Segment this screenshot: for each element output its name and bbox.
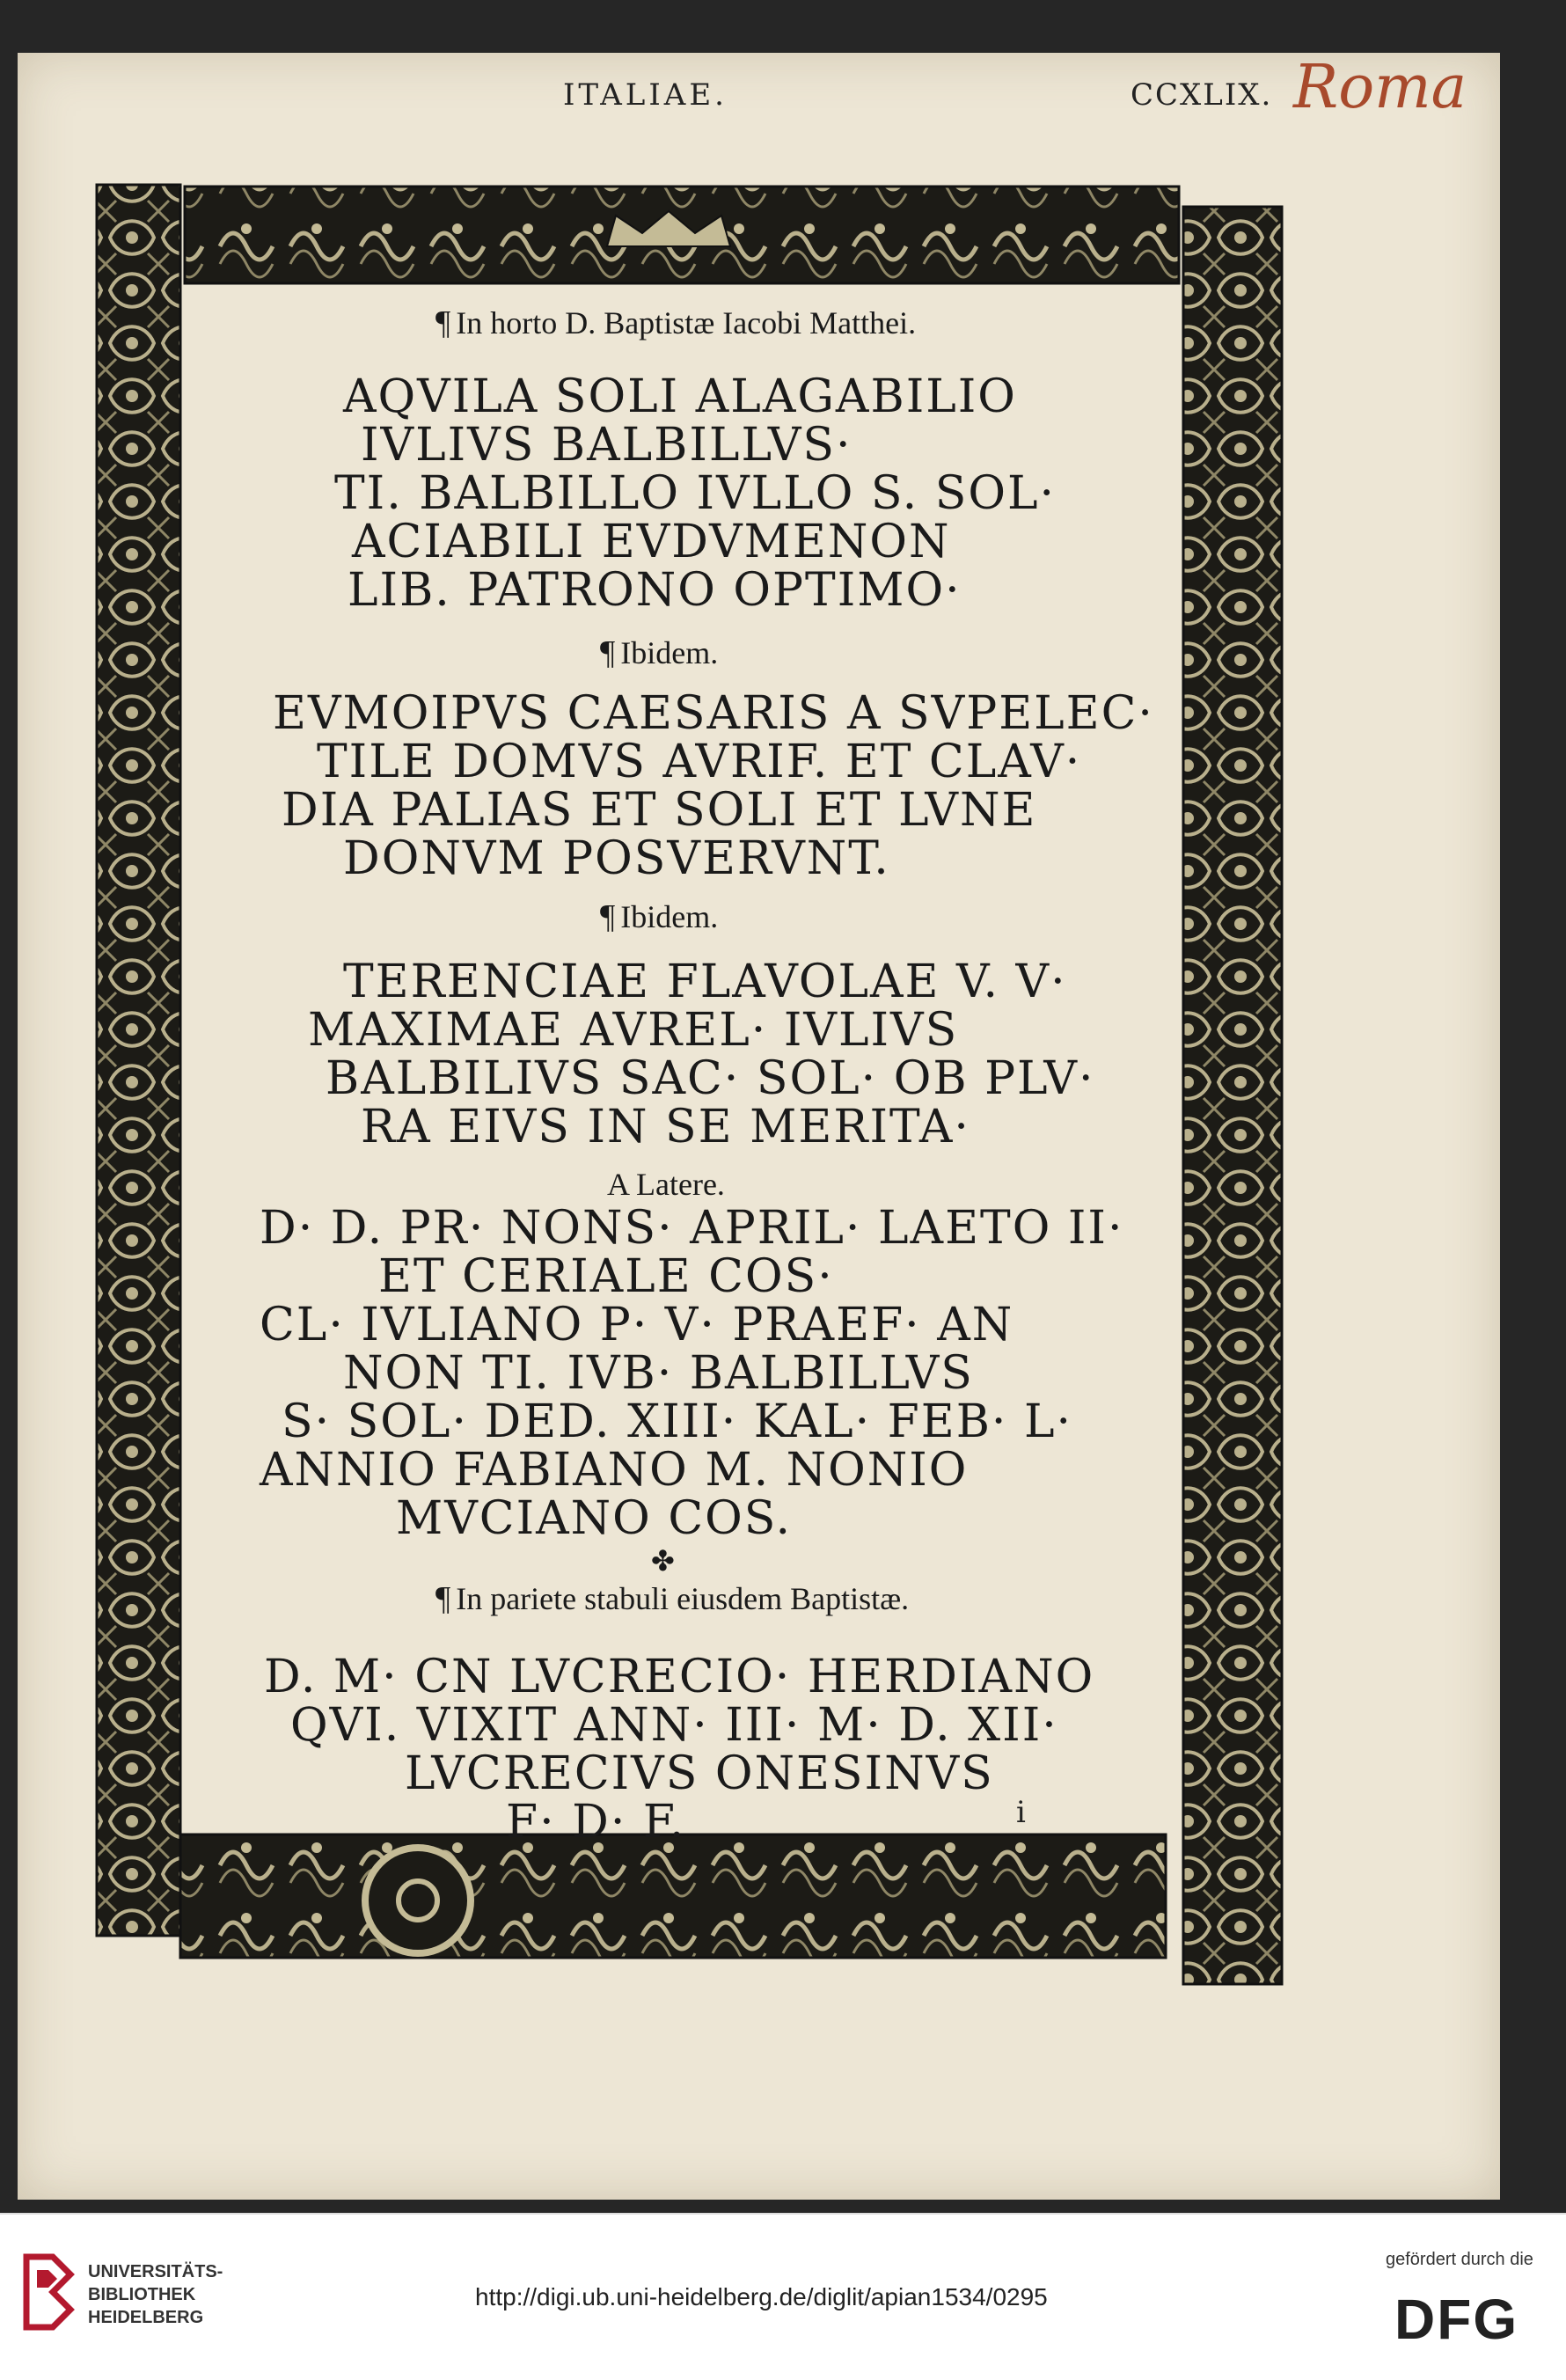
inscription-1-line-3: TI. BALBILLO IVLLO S. SOL· xyxy=(334,467,1057,520)
border-bottom xyxy=(180,1834,1166,1958)
viewer-footer xyxy=(0,2213,1566,2380)
library-logo-icon xyxy=(18,2248,79,2345)
inscription-4-line-3: CL· IVLIANO P· V· PRAEF· AN xyxy=(260,1299,1014,1351)
inscription-4-line-1: D· D. PR· NONS· APRIL· LAETO II· xyxy=(260,1202,1124,1255)
inscription-2-line-3: DIA PALIAS ET SOLI ET LVNE xyxy=(282,784,1037,837)
rubric-3: ¶ Ibidem. xyxy=(600,898,719,935)
inscription-4-line-5: S· SOL· DED. XIII· KAL· FEB· L· xyxy=(282,1395,1073,1448)
fleuron-icon: ✤ xyxy=(651,1544,675,1578)
rubric-1: ¶ In horto D. Baptistæ Iacobi Matthei. xyxy=(435,304,917,341)
running-head-left: ITALIAE. xyxy=(563,77,728,113)
permalink-url[interactable]: http://digi.ub.uni-heidelberg.de/diglit/apian1534/0295 xyxy=(475,2283,1048,2310)
inscription-2-line-4: DONVM POSVERVNT. xyxy=(343,832,890,885)
pilcrow-icon: ¶ xyxy=(600,634,616,671)
rubric-5: ¶ In pariete stabuli eiusdem Baptistæ. xyxy=(435,1580,910,1617)
rubric-2: ¶ Ibidem. xyxy=(600,634,719,671)
inscription-5-line-2: QVI. VIXIT ANN· III· M· D. XII· xyxy=(290,1699,1058,1752)
inscription-5-line-3: LVCRECIVS ONESINVS xyxy=(405,1747,994,1800)
inscription-1-line-4: ACIABILI EVDVMENON xyxy=(352,516,951,568)
inscription-3-line-3: BALBILIVS SAC· SOL· OB PLV· xyxy=(326,1052,1095,1105)
border-medallion xyxy=(365,1848,471,1953)
signature-mark: i xyxy=(1016,1795,1026,1830)
pilcrow-icon: ¶ xyxy=(435,304,451,341)
inscription-2-line-2: TILE DOMVS AVRIF. ET CLAV· xyxy=(317,736,1082,788)
library-name: UNIVERSITÄTS- BIBLIOTHEK HEIDELBERG xyxy=(88,2262,223,2327)
inscription-4-line-6: ANNIO FABIANO M. NONIO xyxy=(260,1444,969,1497)
inscription-4-line-4: NON TI. IVB· BALBILLVS xyxy=(343,1347,974,1400)
inscription-3-line-4: RA EIVS IN SE MERITA· xyxy=(361,1101,970,1153)
pilcrow-icon: ¶ xyxy=(600,898,616,935)
inscription-4-line-7: MVCIANO COS. xyxy=(396,1492,793,1545)
inscription-1-line-5: LIB. PATRONO OPTIMO· xyxy=(348,564,962,617)
inscription-1-line-1: AQVILA SOLI ALAGABILIO xyxy=(343,370,1017,423)
inscription-4-line-2: ET CERIALE COS· xyxy=(378,1250,834,1303)
inscription-5-line-4: F· D· F. xyxy=(506,1796,686,1849)
border-left xyxy=(97,185,180,1936)
dfg-logo: DFG xyxy=(1394,2288,1519,2351)
folio-number: CCXLIX. xyxy=(1131,77,1273,113)
inscription-3-line-1: TERENCIAE FLAVOLAE V. V· xyxy=(343,956,1067,1008)
inscription-2-line-1: EVMOIPVS CAESARIS A SVPELEC· xyxy=(273,687,1154,740)
inscription-1-line-2: IVLIVS BALBILLVS· xyxy=(361,419,853,472)
rubric-4: A Latere. xyxy=(607,1167,725,1202)
pilcrow-icon: ¶ xyxy=(435,1580,451,1617)
inscription-3-line-2: MAXIMAE AVREL· IVLIVS xyxy=(308,1004,959,1057)
funded-by-label: gefördert durch die xyxy=(1386,2250,1533,2269)
inscription-5-line-1: D. M· CN LVCRECIO· HERDIANO xyxy=(264,1651,1095,1703)
handwritten-margin-note: Roma xyxy=(1293,53,1467,122)
border-right xyxy=(1183,207,1282,1984)
